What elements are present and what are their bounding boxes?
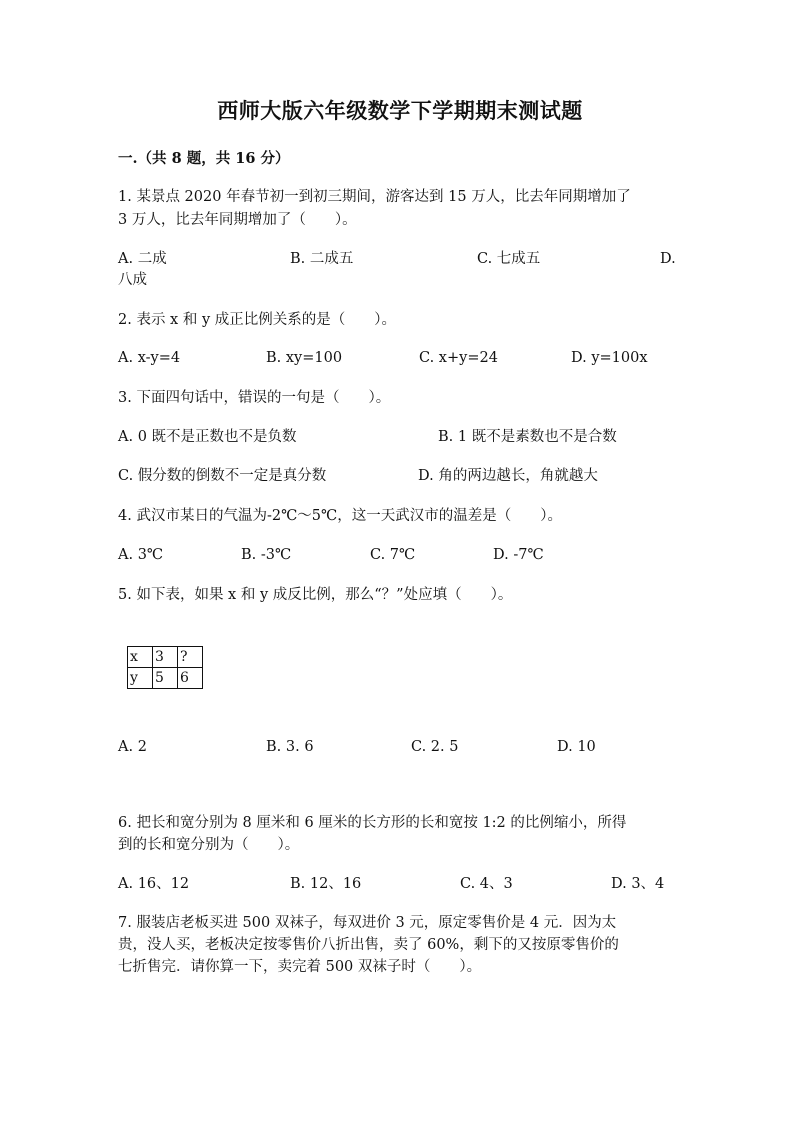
q1-text-line2: 3 万人，比去年同期增加了（ ）。 — [118, 212, 357, 228]
q6-option-d: D. 3、4 — [611, 876, 665, 892]
q1-text-line1: 1. 某景点 2020 年春节初一到初三期间，游客达到 15 万人，比去年同期增加了 — [118, 189, 631, 205]
q3-option-c: C. 假分数的倒数不一定是真分数 — [118, 468, 327, 484]
table-cell: x — [128, 647, 153, 668]
q5-option-a: A. 2 — [118, 739, 147, 755]
q5-text: 5. 如下表，如果 x 和 y 成反比例，那么“？”处应填（ ）。 — [118, 587, 513, 603]
table-row — [128, 647, 203, 668]
q1-option-d-text: 八成 — [118, 272, 147, 288]
q1-option-a: A. 二成 — [118, 251, 167, 267]
q2-text: 2. 表示 x 和 y 成正比例关系的是（ ）。 — [118, 312, 396, 328]
q4-option-a: A. 3℃ — [118, 547, 164, 563]
q5-table — [127, 646, 203, 689]
q1-option-c: C. 七成五 — [477, 251, 541, 267]
q7-text-line1: 7. 服装店老板买进 500 双袜子，每双进价 3 元，原定零售价是 4 元．因为太 — [118, 915, 617, 931]
q5-option-b: B. 3. 6 — [266, 739, 314, 755]
q2-option-a: A. x-y=4 — [118, 350, 181, 366]
q4-text: 4. 武汉市某日的气温为-2℃～5℃，这一天武汉市的温差是（ ）。 — [118, 508, 562, 524]
q1-option-d: D. — [660, 251, 676, 267]
q7-text-line3: 七折售完．请你算一下，卖完着 500 双袜子时（ ）。 — [118, 959, 482, 975]
q2-option-c: C. x+y=24 — [419, 350, 498, 366]
q4-option-b: B. -3℃ — [241, 547, 292, 563]
q3-option-b: B. 1 既不是素数也不是合数 — [438, 429, 617, 445]
q1-option-b: B. 二成五 — [290, 251, 354, 267]
q6-text-line2: 到的长和宽分别为（ ）。 — [118, 837, 300, 853]
q7-text-line2: 贵，没人买，老板决定按零售价八折出售，卖了 60%，剩下的又按原零售价的 — [118, 937, 619, 953]
q6-option-a: A. 16、12 — [118, 876, 190, 892]
table-cell: ? — [178, 647, 203, 668]
q6-option-b: B. 12、16 — [290, 876, 362, 892]
table-cell: 3 — [153, 647, 178, 668]
q2-option-b: B. xy=100 — [266, 350, 343, 366]
table-row — [128, 668, 203, 689]
q6-text-line1: 6. 把长和宽分别为 8 厘米和 6 厘米的长方形的长和宽按 1:2 的比例缩小，所得 — [118, 815, 627, 831]
table-cell: 5 — [153, 668, 178, 689]
q4-option-d: D. -7℃ — [493, 547, 544, 563]
q2-option-d: D. y=100x — [571, 350, 648, 366]
page-title: 西师大版六年级数学下学期期末测试题 — [217, 98, 583, 123]
q6-option-c: C. 4、3 — [460, 876, 513, 892]
q4-option-c: C. 7℃ — [370, 547, 416, 563]
q3-option-d: D. 角的两边越长，角就越大 — [418, 468, 598, 484]
table-cell: 6 — [178, 668, 203, 689]
q5-option-c: C. 2. 5 — [411, 739, 459, 755]
section-header: 一.（共 8 题，共 16 分） — [118, 150, 290, 167]
q3-text: 3. 下面四句话中，错误的一句是（ ）。 — [118, 390, 391, 406]
q3-option-a: A. 0 既不是正数也不是负数 — [118, 429, 297, 445]
table-cell: y — [128, 668, 153, 689]
q5-option-d: D. 10 — [557, 739, 596, 755]
